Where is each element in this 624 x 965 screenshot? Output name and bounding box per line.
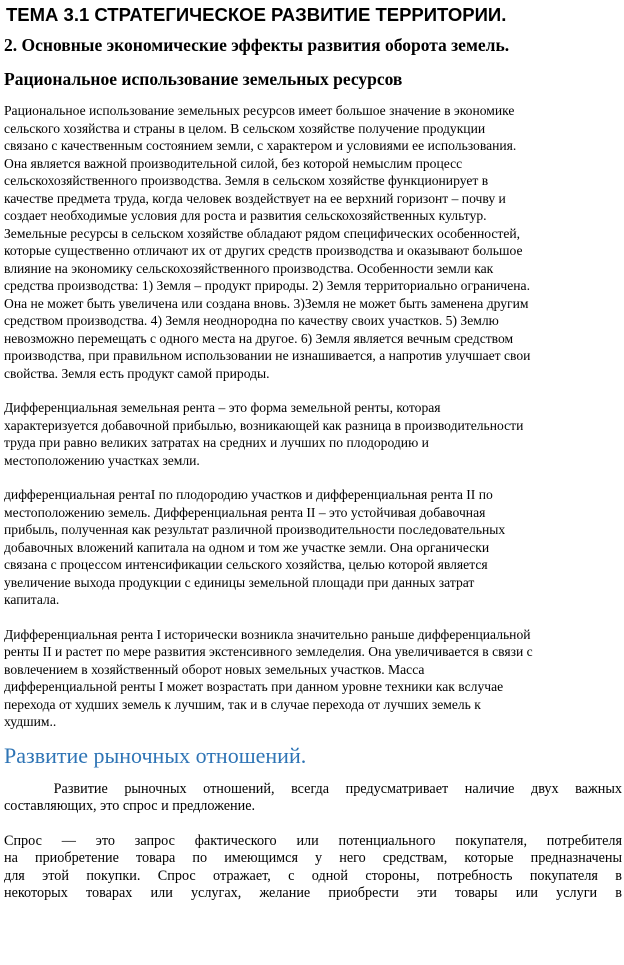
text-line: ренты II и растет по мере развития экстенсивного земледелия. Она увеличивается в связи с <box>4 644 533 659</box>
text-line <box>4 781 624 799</box>
text-line: Рациональное использование земельных ресурсов имеет большое значение в экономике <box>4 103 515 118</box>
text-line: увеличение выхода продукции с единицы земельной площади при данных затрат <box>4 574 475 590</box>
paragraph-rent-types <box>4 486 624 609</box>
text-line: некоторых товарах или услугах, желание приобрести эти товары или услуги в <box>4 885 622 901</box>
text-line: средством производства. 4) Земля неоднородна по качеству своих участков. 5) Землю <box>4 313 499 328</box>
text-line: составляющих, это спрос и предложение. <box>4 798 256 814</box>
text-line: на приобретение товара по имеющимся у него средствам, которые предназначены <box>4 850 622 866</box>
text-line: связана с процессом интенсификации сельского хозяйства, целью которой является <box>4 557 488 572</box>
paragraph-demand <box>4 833 624 903</box>
text-line: вовлечением в хозяйственный оборот новых земельных участков. Масса <box>4 661 425 677</box>
text-line: производства, при правильном использовании не изнашивается, а напротив улучшает свои <box>4 348 531 363</box>
market-relations-heading: Развитие рыночных отношений. <box>4 742 307 768</box>
text-line: прибыль, полученная как результат различной производительности последовательных <box>4 522 506 537</box>
text-line: создает необходимые условия для роста и развития сельскохозяйственных культур. <box>4 208 487 223</box>
text-line: влияние на экономику сельскохозяйственного производства. Особенности земли как <box>4 260 494 276</box>
text-line: характеризуется добавочной прибылью, возникающей как разница в производительности <box>4 417 524 433</box>
text-line: местоположению участках земли. <box>4 452 200 468</box>
paragraph-rent-history <box>4 626 624 731</box>
text-line: для этой покупки. Спрос отражает, с одной стороны, потребность покупателя в <box>4 867 622 884</box>
text-line: Она является важной производительной силой, без которой немыслим процесс <box>4 155 463 171</box>
rational-use-heading: Рациональное использование земельных ресурсов <box>4 69 403 89</box>
text-line: связано с качественным состоянием земли, с характером и условиями ее использования. <box>4 138 517 153</box>
text-line: свойства. Земля есть продукт самой природы. <box>4 365 270 381</box>
text-line: сельскохозяйственного производства. Земля в сельском хозяйстве функционирует в <box>4 173 489 188</box>
text-line: Спрос — это запрос фактического или потенциального покупателя, потребителя <box>4 832 622 849</box>
text-line: Она не может быть увеличена или создана вновь. 3)Земля не может быть заменена другим <box>4 295 529 311</box>
text-line: добавочных вложений капитала на одном и том же участке земли. Она органически <box>4 539 490 555</box>
text-line: невозможно перемещать с одного места на другое. 6) Земля является вечным средством <box>4 330 514 346</box>
text-line-content: Развитие рыночных отношений, всегда предусматривает наличие двух важных <box>4 780 622 797</box>
text-line: сельского хозяйства и страны в целом. В сельском хозяйстве получение продукции <box>4 120 486 136</box>
paragraph-market-intro <box>4 781 624 816</box>
topic-heading: ТЕМА 3.1 СТРАТЕГИЧЕСКОЕ РАЗВИТИЕ ТЕРРИТОРИИ. <box>6 4 507 25</box>
text-line: дифференциальной ренты I может возрастать при данном уровне техники как вслучае <box>4 679 504 694</box>
text-line: Дифференциальная земельная рента – это форма земельной ренты, которая <box>4 400 441 415</box>
text-line: которые существенно отличают их от других средств производства и оказывают большое <box>4 243 523 258</box>
text-line: труда при равно великих затратах на средних и лучших по плодородию и <box>4 435 429 450</box>
text-line: Дифференциальная рента I исторически возникла значительно раньше дифференциальной <box>4 626 531 642</box>
effects-heading: 2. Основные экономические эффекты развития оборота земель. <box>4 35 510 55</box>
text-line: Земельные ресурсы в сельском хозяйстве обладают рядом специфических особенностей, <box>4 225 521 241</box>
text-line: местоположению земель. Дифференциальная рента II – это устойчивая добавочная <box>4 504 486 520</box>
text-line: дифференциальная рентаI по плодородию участков и дифференциальная рента II по <box>4 487 493 502</box>
paragraph-land-resources <box>4 102 624 382</box>
text-line: худшим.. <box>4 714 57 729</box>
text-line: капитала. <box>4 592 60 607</box>
text-line: качестве предмета труда, когда человек воздействует на ее верхний горизонт – почву и <box>4 190 506 206</box>
text-line: перехода от худших земель к лучшим, так и в случае перехода от лучших земель к <box>4 696 481 712</box>
text-line: средства производства: 1) Земля – продукт природы. 2) Земля территориально ограничена. <box>4 278 530 293</box>
paragraph-differential-rent <box>4 399 624 469</box>
